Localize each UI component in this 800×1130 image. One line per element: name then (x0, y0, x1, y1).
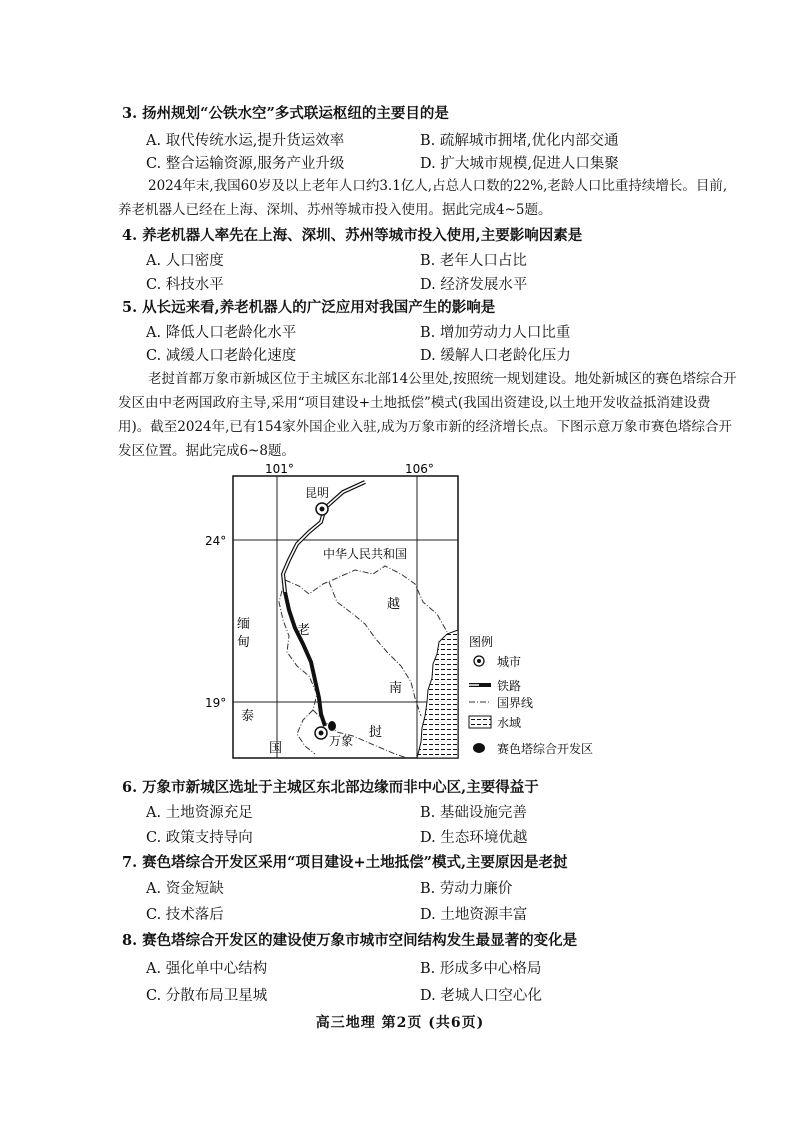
q6-option-d: D. 生态环境优越 (420, 830, 528, 846)
q7-option-c: C. 技术落后 (146, 907, 224, 923)
q4-option-a: A. 人口密度 (146, 253, 224, 269)
legend-zone: 赛色塔综合开发区 (497, 742, 594, 756)
legend-title: 图例 (469, 635, 494, 649)
legend-railway: 铁路 (497, 679, 522, 693)
city-label-vientiane: 万象 (329, 734, 354, 748)
page-footer: 高三地理 第2页 (共6页) (315, 1015, 485, 1031)
city-label-kunming: 昆明 (305, 486, 330, 500)
lon-label-101: 101° (265, 462, 294, 476)
q7-option-a: A. 资金短缺 (146, 881, 224, 897)
question-3-stem: 3. 扬州规划“公铁水空”多式联运枢纽的主要目的是 (122, 105, 449, 122)
country-label-thailand-2: 国 (269, 741, 283, 756)
legend-city: 城市 (497, 655, 522, 669)
question-7-stem: 7. 赛色塔综合开发区采用“项目建设+土地抵偿”模式,主要原因是老挝 (122, 854, 568, 871)
city-marker-vientiane (315, 727, 327, 739)
map-legend (469, 634, 593, 756)
q7-option-d: D. 土地资源丰富 (420, 907, 528, 923)
lat-label-24: 24° (205, 534, 227, 548)
q6-option-c: C. 政策支持导向 (146, 830, 253, 846)
legend-border: 国界线 (497, 696, 534, 710)
q6-option-a: A. 土地资源充足 (146, 805, 253, 821)
q7-option-b: B. 劳动力廉价 (420, 881, 513, 897)
water-area (417, 630, 458, 758)
railway-line (283, 482, 365, 726)
q3-option-d: D. 扩大城市规模,促进人口集聚 (420, 156, 619, 172)
q3-option-c: C. 整合运输资源,服务产业升级 (146, 156, 345, 172)
q8-option-a: A. 强化单中心结构 (146, 961, 268, 977)
q5-option-c: C. 减缓人口老龄化速度 (146, 348, 297, 364)
q8-option-c: C. 分散布局卫星城 (146, 988, 268, 1004)
lon-label-106: 106° (405, 462, 434, 476)
passage-6-8: 老挝首都万象市新城区位于主城区东北部14公里处,按照统一规划建设。地处新城区的赛色塔综合开发区由中老两国政府主导,采用“项目建设+土地抵偿”模式(我国出资建设,以土地开发收益抵消建设费用)。截至2024年,已有154家外国企业入驻,成为万象市新的经济增长点。下图示意万象市赛色塔综合开发区位置。据此完成6~8题。 (118, 371, 737, 459)
question-8-stem: 8. 赛色塔综合开发区的建设使万象市城市空间结构发生最显著的变化是 (122, 932, 578, 949)
country-label-laos-2: 挝 (369, 725, 383, 740)
map-frame (233, 476, 458, 758)
country-label-laos-1: 老 (297, 623, 311, 638)
country-label-china: 中华人民共和国 (323, 547, 408, 561)
q8-option-d: D. 老城人口空心化 (420, 988, 542, 1004)
passage-4-5: 2024年末,我国60岁及以上老年人口约3.1亿人,占总人口数的22%,老龄人口比重持续增长。目前,养老机器人已经在上海、深圳、苏州等城市投入使用。据此完成4~5题。 (118, 178, 728, 218)
q5-option-b: B. 增加劳动力人口比重 (420, 325, 571, 341)
lat-label-19: 19° (205, 696, 227, 710)
question-4-stem: 4. 养老机器人率先在上海、深圳、苏州等城市投入使用,主要影响因素是 (122, 227, 583, 244)
q6-option-b: B. 基础设施完善 (420, 805, 527, 821)
city-marker-kunming (316, 503, 328, 515)
country-label-myanmar-2: 甸 (237, 635, 251, 650)
country-label-vietnam-1: 越 (387, 597, 401, 612)
q4-option-b: B. 老年人口占比 (420, 253, 527, 269)
q5-option-d: D. 缓解人口老龄化压力 (420, 348, 571, 364)
question-5-stem: 5. 从长远来看,养老机器人的广泛应用对我国产生的影响是 (122, 299, 496, 316)
q4-option-c: C. 科技水平 (146, 277, 224, 293)
q8-option-b: B. 形成多中心格局 (420, 961, 542, 977)
country-label-myanmar-1: 缅 (237, 617, 251, 632)
q5-option-a: A. 降低人口老龄化水平 (146, 325, 297, 341)
saysettha-zone-marker (328, 721, 336, 731)
country-label-vietnam-2: 南 (389, 681, 403, 696)
q4-option-d: D. 经济发展水平 (420, 277, 528, 293)
legend-water: 水域 (497, 716, 522, 730)
location-map (205, 462, 665, 772)
question-6-stem: 6. 万象市新城区选址于主城区东北部边缘而非中心区,主要得益于 (122, 779, 539, 796)
country-label-thailand-1: 泰 (241, 709, 255, 724)
q3-option-b: B. 疏解城市拥堵,优化内部交通 (420, 133, 619, 149)
q3-option-a: A. 取代传统水运,提升货运效率 (146, 133, 345, 149)
